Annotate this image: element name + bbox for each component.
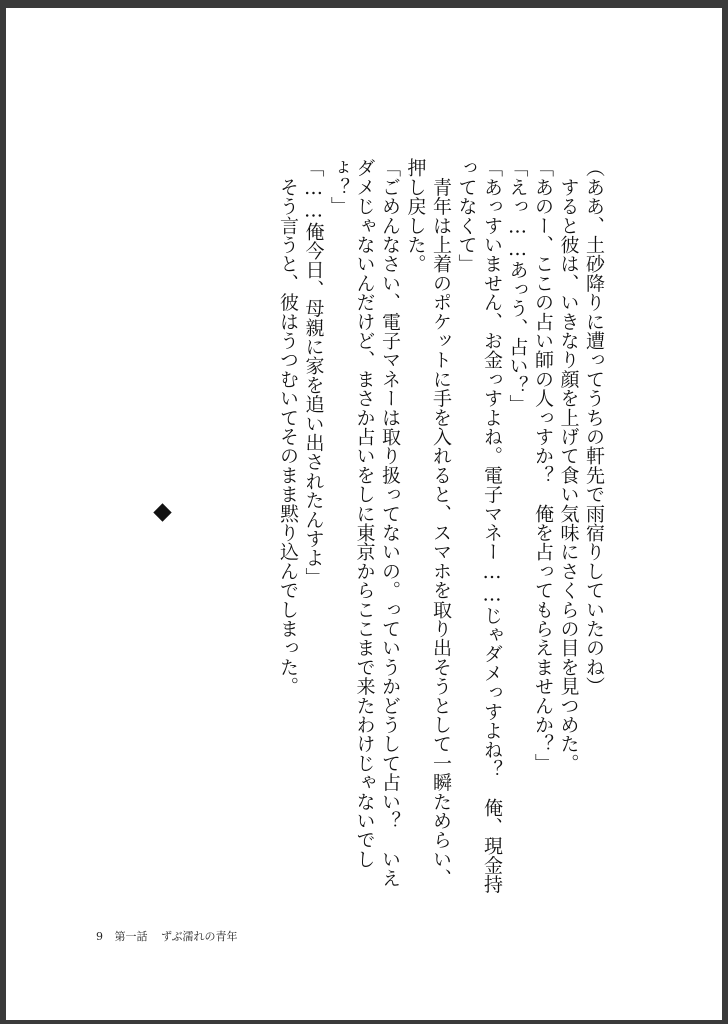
- book-page: [6, 8, 722, 1020]
- text-line: 青年は上着のポケットに手を入れると、スマホを取り出そうとして一瞬ためらい、: [430, 158, 452, 888]
- text-line: （ああ、土砂降りに遭ってうちの軒先で雨宿りしていたのね）: [583, 158, 605, 696]
- text-line: 「ごめんなさい、電子マネーは取り扱ってないの。っていうかどうして占い？ いえ: [379, 158, 401, 888]
- text-line: 「あっすいません、お金っすよね。電子マネー……じゃダメっすよね？ 俺、現金持: [481, 158, 503, 894]
- page-footer: [96, 928, 237, 944]
- text-line: ってなくて」: [455, 158, 478, 274]
- text-line: 「あのー、ここの占い師の人っすか？ 俺を占ってもらえませんか？」: [532, 158, 554, 773]
- vertical-body-text: [275, 158, 607, 894]
- text-line: 「……俺今日、母親に家を追い出されたんすよ」: [302, 158, 325, 587]
- chapter-label: 第一話: [114, 930, 148, 943]
- text-line: そう言うと、彼はうつむいてそのまま黙り込んでしまった。: [277, 158, 299, 696]
- text-line: 押し戻した。: [404, 158, 427, 274]
- chapter-title: ずぶ濡れの青年: [161, 930, 238, 943]
- page-number: 9: [96, 930, 103, 943]
- text-line: すると彼は、いきなり顔を上げて食い気味にさくらの目を見つめた。: [557, 158, 580, 773]
- text-line: 「えっ……あっう、占い？」: [506, 158, 529, 414]
- text-line: ょ？」: [328, 158, 350, 216]
- text-line: ダメじゃないんだけど、まさか占いをしに東京からここまで来たわけじゃないでし: [353, 158, 376, 869]
- diamond-marker-icon: [153, 503, 171, 521]
